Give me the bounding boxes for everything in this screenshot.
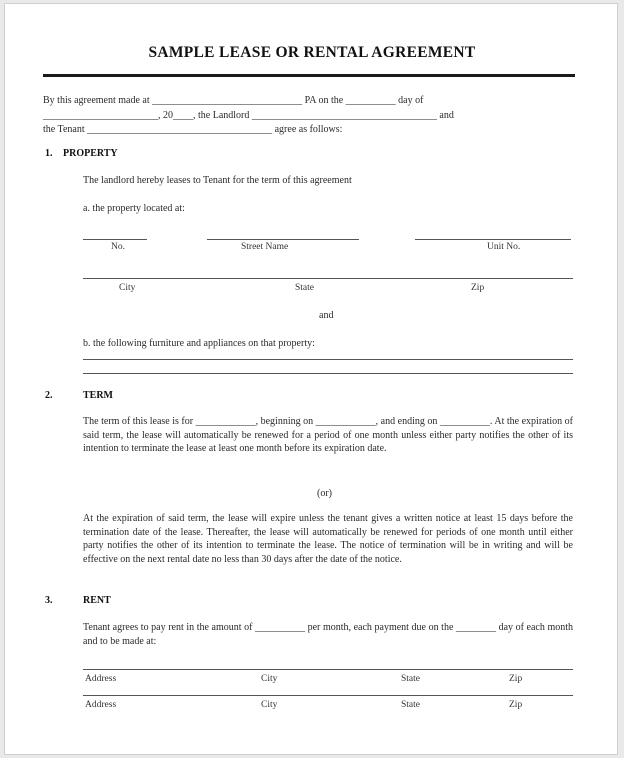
label-street: Street Name — [241, 242, 289, 252]
day-blank[interactable]: __________ — [345, 95, 396, 106]
property-item-a: a. the property located at: — [83, 203, 185, 214]
intro-text: the Tenant — [43, 124, 85, 135]
label-city: City — [261, 674, 278, 684]
place-blank[interactable]: ______________________________ — [152, 95, 303, 106]
section-heading-term: TERM — [83, 390, 113, 401]
term-paragraph-1: The term of this lease is for ____________, beginning on ____________, and ending on __________. At the expiration of said term, the lease will automatically be renewed for a period of one month unless either party notifies the other of its intention to terminate the lease at least one month before its expiration date. — [83, 416, 573, 455]
document-page — [4, 3, 618, 755]
or-text: (or) — [317, 488, 332, 499]
intro-text: 20 — [163, 110, 173, 121]
property-text: The landlord hereby leases to Tenant for the term of this agreement — [83, 175, 352, 186]
and-text: and — [319, 310, 334, 321]
label-address: Address — [85, 700, 117, 710]
month-blank[interactable]: _______________________, — [43, 110, 161, 121]
intro-text: and — [439, 110, 454, 121]
title-rule — [43, 74, 575, 77]
rent-paragraph: Tenant agrees to pay rent in the amount of __________ per month, each payment due on the ________ day of each month and to be made at: — [83, 622, 573, 647]
unit-line[interactable] — [415, 239, 571, 240]
furniture-line-1[interactable] — [83, 359, 573, 360]
label-city: City — [261, 700, 278, 710]
label-state: State — [401, 674, 420, 684]
label-unit: Unit No. — [487, 242, 521, 252]
label-city: City — [119, 283, 136, 293]
furniture-line-2[interactable] — [83, 373, 573, 374]
intro-line-3 — [43, 123, 342, 136]
landlord-blank[interactable]: _____________________________________ — [251, 110, 437, 121]
section-heading-rent: RENT — [83, 595, 111, 606]
tenant-blank[interactable]: _____________________________________ — [87, 124, 273, 135]
label-zip: Zip — [509, 700, 523, 710]
property-item-b: b. the following furniture and appliances on that property: — [83, 338, 315, 349]
label-zip: Zip — [509, 674, 523, 684]
label-address: Address — [85, 674, 117, 684]
intro-text: PA on the — [304, 95, 344, 106]
address-line-1[interactable] — [83, 669, 573, 670]
section-number: 1. — [45, 148, 53, 159]
intro-line-2 — [43, 109, 454, 122]
address-line-2[interactable] — [83, 695, 573, 696]
intro-text: day of — [398, 95, 424, 106]
intro-text: agree as follows: — [274, 124, 343, 135]
term-paragraph-2: At the expiration of said term, the lease will expire unless the tenant gives a written notice at least 15 days before the termination date of the lease. Thereafter, the lease will automatically be renewed for periods of one month until either party notifies the other of its intention to terminate the lease. The notice of termination will be in writing and will be effective on the next rental date no less than 30 days after the date of the notice. — [83, 513, 573, 565]
city-state-zip-line[interactable] — [83, 278, 573, 279]
section-number: 2. — [45, 390, 53, 401]
year-blank[interactable]: ____, — [173, 110, 196, 121]
intro-text: the Landlord — [198, 110, 250, 121]
label-no: No. — [111, 242, 125, 252]
intro-line-1 — [43, 94, 423, 107]
label-zip: Zip — [471, 283, 485, 293]
street-line[interactable] — [207, 239, 359, 240]
label-state: State — [401, 700, 420, 710]
section-number: 3. — [45, 595, 53, 606]
document-title: SAMPLE LEASE OR RENTAL AGREEMENT — [148, 44, 476, 61]
label-state: State — [295, 283, 314, 293]
intro-text: By this agreement made at — [43, 95, 150, 106]
no-line[interactable] — [83, 239, 147, 240]
section-heading-property: PROPERTY — [63, 148, 118, 159]
